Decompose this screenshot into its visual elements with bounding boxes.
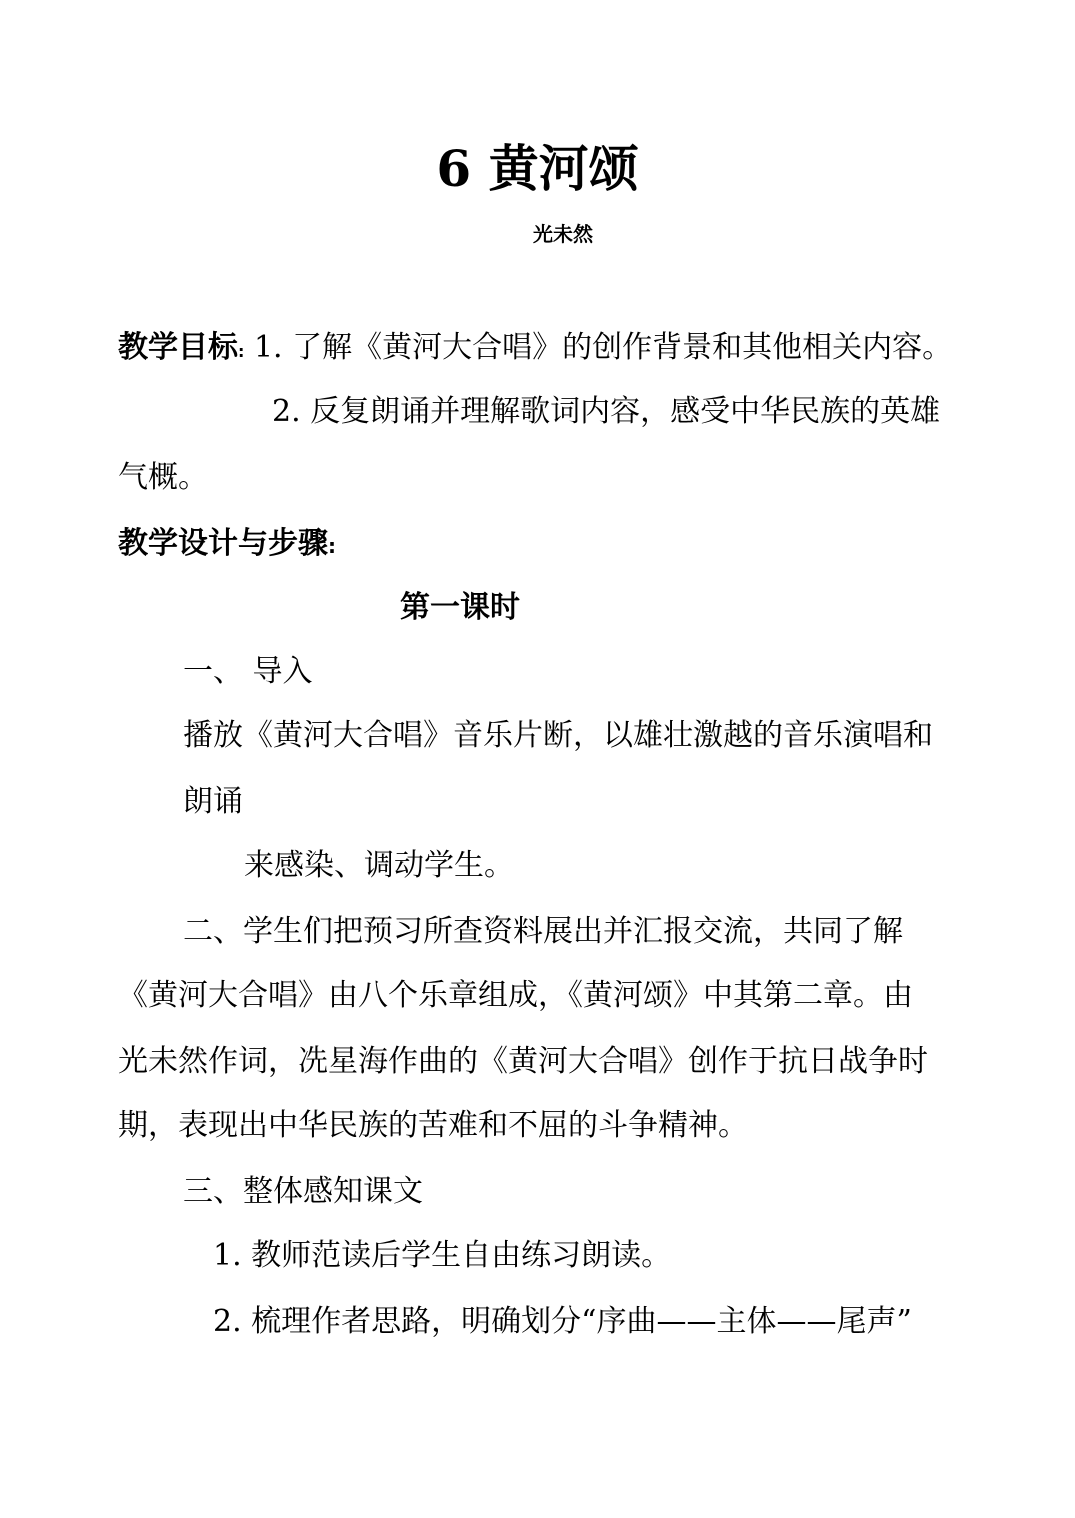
goals-line-1 [118,328,952,372]
section-1-line-3: 来感染、调动学生。 [244,848,514,883]
section-1-line-1: 播放《黄河大合唱》音乐片断，以雄壮激越的音乐演唱和 [183,718,933,753]
section-3-item-2: 2. 梳理作者思路，明确划分“序曲——主体——尾声” [213,1304,912,1339]
section-3-title: 三、整体感知课文 [183,1174,423,1209]
design-heading [118,524,336,566]
goals-label: 教学目标 [118,330,238,365]
goal-item-2: 2. 反复朗诵并理解歌词内容，感受中华民族的英雄 [272,394,941,429]
section-2-line-1: 二、学生们把预习所查资料展出并汇报交流，共同了解 [183,914,903,949]
section-2-line-4: 期，表现出中华民族的苦难和不屈的斗争精神。 [118,1108,748,1143]
goal-item-1: 1. 了解《黄河大合唱》的创作背景和其他相关内容。 [253,330,953,365]
section-3-item-1: 1. 教师范读后学生自由练习朗读。 [213,1238,672,1273]
section-1-title: 一、 导入 [183,654,313,689]
section-1-line-2: 朗诵 [183,784,243,819]
goal-item-2-continued: 气概。 [118,460,208,495]
section-2-line-2: 《黄河大合唱》由八个乐章组成，《黄河颂》中其第二章。由 [118,978,913,1013]
author-name: 光未然 [533,222,593,246]
goals-colon: : [238,342,245,361]
design-colon: : [328,534,336,558]
lesson-heading: 第一课时 [400,590,520,625]
page-title: 6 黄河颂 [436,139,639,198]
section-2-line-3: 光未然作词，冼星海作曲的《黄河大合唱》创作于抗日战争时 [118,1044,928,1079]
design-label: 教学设计与步骤 [118,526,328,561]
